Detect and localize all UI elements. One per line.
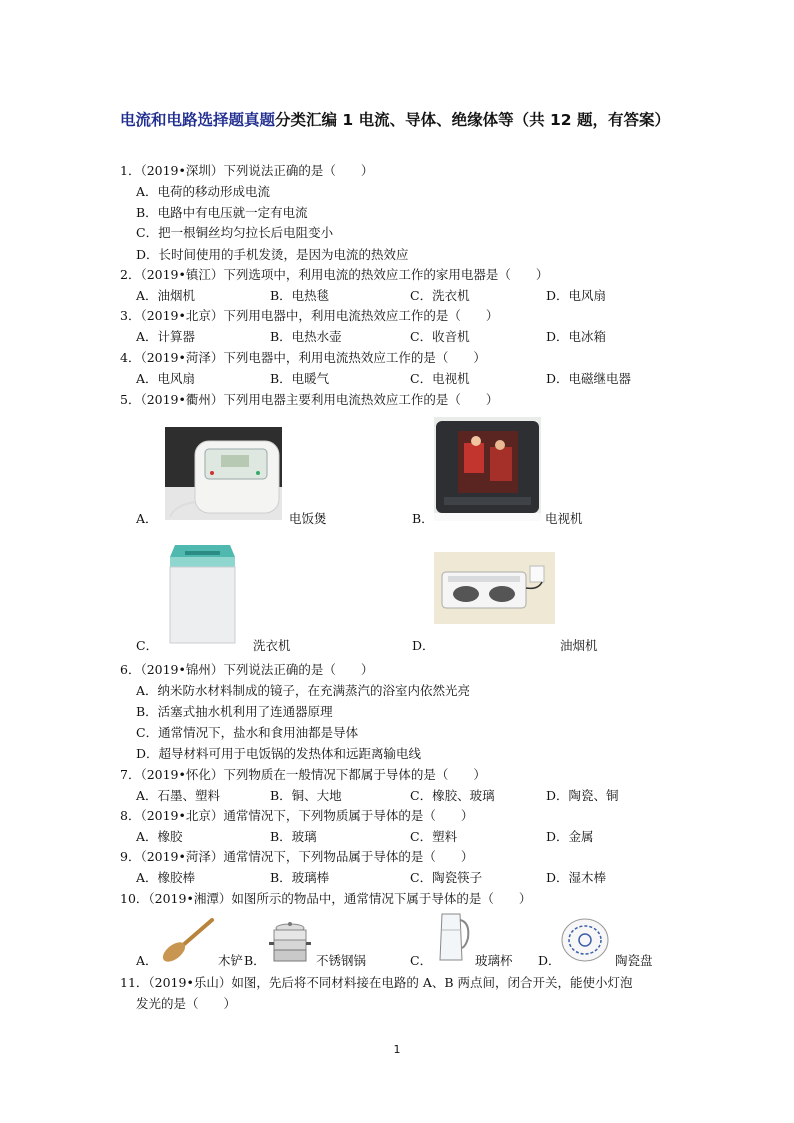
question-6-stem: 6．（2019•锦州）下列说法正确的是（ ） <box>120 662 374 677</box>
q5-option-d-letter: D． <box>412 638 435 653</box>
q3-option-b: B．电热水壶 <box>270 329 342 344</box>
tv-photo <box>434 417 541 521</box>
q6-option-c: C．通常情况下，盐水和食用油都是导体 <box>136 725 359 740</box>
question-7-stem: 7．（2019•怀化）下列物质在一般情况下都属于导体的是（ ） <box>120 767 486 782</box>
washing-machine-photo <box>165 543 240 645</box>
q10-option-b-label: 不锈钢锅 <box>316 953 367 968</box>
q5-option-b-letter: B． <box>412 511 434 526</box>
glass-pitcher-icon <box>436 910 472 964</box>
q8-option-d: D．金属 <box>546 829 594 844</box>
q5-option-d-label: 油烟机 <box>560 638 598 653</box>
q2-option-a: A．油烟机 <box>136 288 196 303</box>
question-5-stem: 5．（2019•衢州）下列用电器主要利用电流热效应工作的是（ ） <box>120 392 499 407</box>
q10-option-d-label: 陶瓷盘 <box>615 953 653 968</box>
wooden-spatula-icon <box>160 916 216 962</box>
title-part2: 分类汇编 1 电流、导体、绝缘体等（共 12 题，有答案） <box>275 111 670 129</box>
ceramic-plate-icon <box>560 917 610 963</box>
question-8-stem: 8．（2019•北京）通常情况下，下列物质属于导体的是（ ） <box>120 808 474 823</box>
q2-option-b: B．电热毯 <box>270 288 330 303</box>
q7-option-a: A．石墨、塑料 <box>136 788 221 803</box>
q1-option-b: B．电路中有电压就一定有电流 <box>136 205 308 220</box>
q10-option-a-letter: A． <box>136 953 158 968</box>
question-9-stem: 9．（2019•菏泽）通常情况下，下列物品属于导体的是（ ） <box>120 849 474 864</box>
q1-option-d: D．长时间使用的手机发烫，是因为电流的热效应 <box>136 247 409 262</box>
steel-pot-icon <box>268 920 312 964</box>
q5-option-a-letter: A． <box>136 511 158 526</box>
q5-option-b-label: 电视机 <box>545 511 583 526</box>
q9-option-b: B．玻璃棒 <box>270 870 330 885</box>
question-10-stem: 10．（2019•湘潭）如图所示的物品中，通常情况下属于导体的是（ ） <box>120 891 532 906</box>
question-11-stem-line1: 11．（2019•乐山）如图，先后将不同材料接在电路的 A、B 两点间，闭合开关，能使小灯泡 <box>120 975 633 990</box>
q10-option-d-letter: D． <box>538 953 561 968</box>
q6-option-a: A．纳米防水材料制成的镜子，在充满蒸汽的浴室内依然光亮 <box>136 683 471 698</box>
q3-option-c: C．收音机 <box>410 329 470 344</box>
q8-option-c: C．塑料 <box>410 829 458 844</box>
q2-option-d: D．电风扇 <box>546 288 607 303</box>
question-2-stem: 2．（2019•镇江）下列选项中，利用电流的热效应工作的家用电器是（ ） <box>120 267 549 282</box>
q1-option-a: A．电荷的移动形成电流 <box>136 184 271 199</box>
title-part1: 电流和电路选择题真题 <box>120 111 276 129</box>
q10-option-b-letter: B． <box>244 953 266 968</box>
q8-option-a: A．橡胶 <box>136 829 183 844</box>
q8-option-b: B．玻璃 <box>270 829 317 844</box>
q2-option-c: C．洗衣机 <box>410 288 470 303</box>
q10-option-c-letter: C． <box>410 953 433 968</box>
q9-option-d: D．湿木棒 <box>546 870 607 885</box>
q10-option-c-label: 玻璃杯 <box>475 953 513 968</box>
document-title <box>120 108 670 130</box>
q3-option-d: D．电冰箱 <box>546 329 607 344</box>
q10-option-a-label: 木铲 <box>218 953 244 968</box>
rice-cooker-photo <box>165 427 282 520</box>
q6-option-b: B．活塞式抽水机利用了连通器原理 <box>136 704 333 719</box>
page-number: 1 <box>393 1043 401 1056</box>
q7-option-b: B．铜、大地 <box>270 788 342 803</box>
q4-option-a: A．电风扇 <box>136 371 196 386</box>
q9-option-c: C．陶瓷筷子 <box>410 870 483 885</box>
question-1-stem: 1．（2019•深圳）下列说法正确的是（ ） <box>120 163 374 178</box>
question-4-stem: 4．（2019•菏泽）下列电器中，利用电流热效应工作的是（ ） <box>120 350 486 365</box>
range-hood-photo <box>434 552 555 624</box>
question-11-stem-line2: 发光的是（ ） <box>136 996 237 1011</box>
q4-option-b: B．电暖气 <box>270 371 330 386</box>
q6-option-d: D．超导材料可用于电饭锅的发热体和远距离输电线 <box>136 746 422 761</box>
q7-option-d: D．陶瓷、铜 <box>546 788 619 803</box>
q4-option-d: D．电磁继电器 <box>546 371 632 386</box>
q9-option-a: A．橡胶棒 <box>136 870 196 885</box>
question-3-stem: 3．（2019•北京）下列用电器中，利用电流热效应工作的是（ ） <box>120 308 499 323</box>
q5-option-a-label: 电饭煲 <box>289 511 327 526</box>
q5-option-c-label: 洗衣机 <box>253 638 291 653</box>
q7-option-c: C．橡胶、玻璃 <box>410 788 495 803</box>
q3-option-a: A．计算器 <box>136 329 196 344</box>
q1-option-c: C．把一根铜丝均匀拉长后电阻变小 <box>136 225 334 240</box>
q4-option-c: C．电视机 <box>410 371 470 386</box>
q5-option-c-letter: C． <box>136 638 159 653</box>
